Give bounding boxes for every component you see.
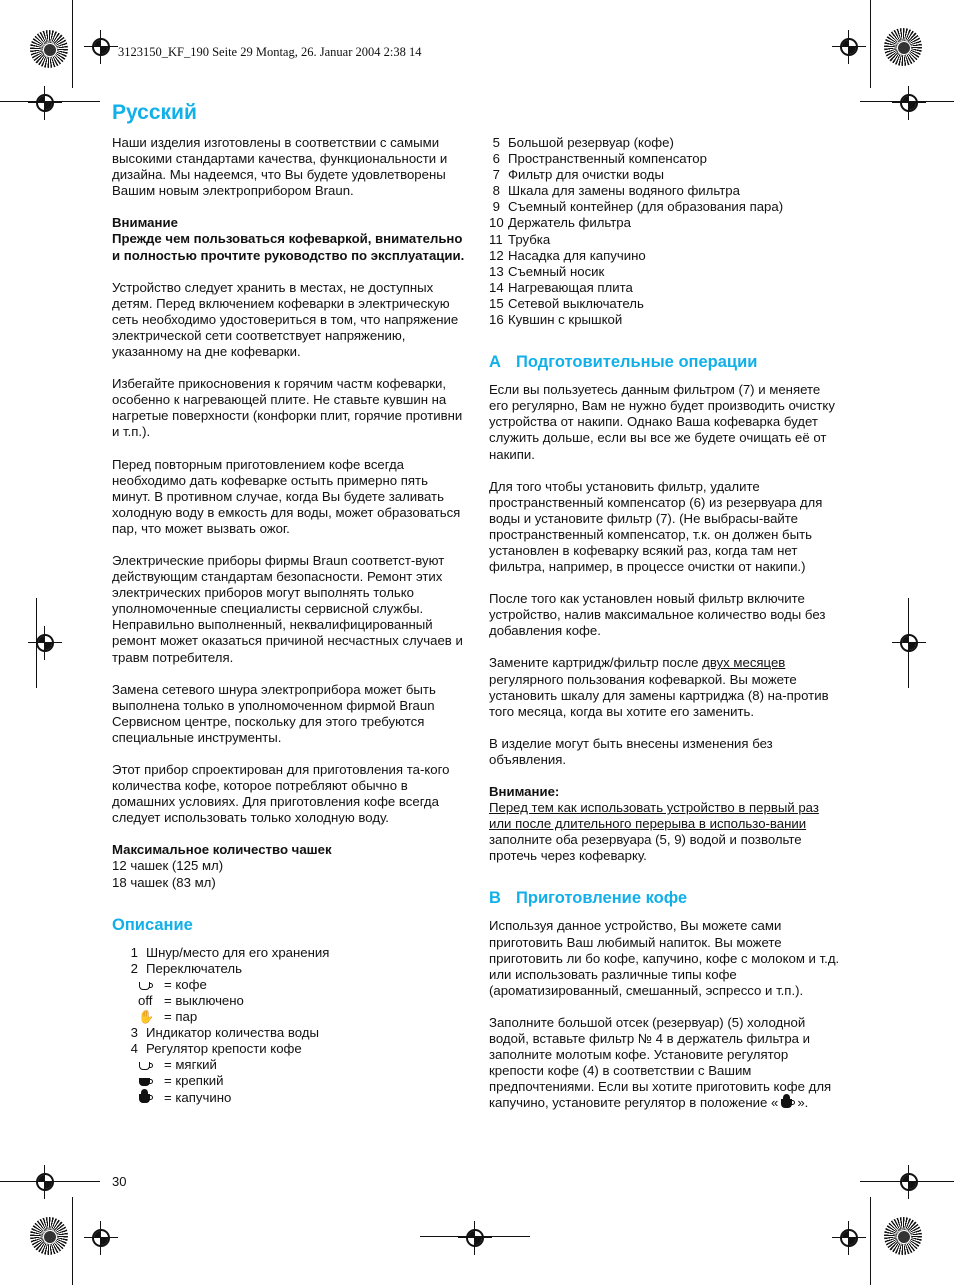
- registration-crosshair-icon: [838, 36, 860, 58]
- registration-star-icon: [884, 28, 922, 66]
- paragraph: Используя данное устройство, Вы можете сами приготовить Ваш любимый напиток. Вы можете приготовить ли бо кофе, капучино, кофе с молоком и т.д. или использовать различные типы кофе (ароматизированный, смешанный, эспрессо и т.п.).: [489, 918, 840, 998]
- list-item: 8 Шкала для замены водяного фильтра: [492, 183, 740, 199]
- paragraph: Замена сетевого шнура электроприбора может быть выполнена только в уполномоченном фирмой Braun Сервисном центре, поскольку для этого требуются специальные инструменты.: [112, 681, 436, 745]
- crop-line: [72, 1197, 73, 1285]
- registration-crosshair-icon: [898, 1171, 920, 1193]
- print-slug: 3123150_KF_190 Seite 29 Montag, 26. Januar 2004 2:38 14: [118, 45, 422, 59]
- cappuccino-icon: [781, 1099, 792, 1108]
- registration-crosshair-icon: [90, 1227, 112, 1249]
- sub-item: = кофе: [112, 977, 468, 993]
- list-item: 5 Большой резервуар (кофе): [492, 135, 674, 150]
- registration-crosshair-icon: [90, 36, 112, 58]
- page-number: 30: [112, 1174, 127, 1189]
- paragraph: Для того чтобы установить фильтр, удалите пространственный компенсатор (6) из резервуара для воды и установите фильтр (7). (Не выбрасы-вайте пространственный компенсатор, т.к. он должен быть установлен в кофеварку всякий раз, когда там нет фильтра, например, в процессе очистки от накипи.): [489, 478, 823, 575]
- registration-crosshair-icon: [34, 1171, 56, 1193]
- cappuccino-icon: [139, 1094, 150, 1103]
- steam-icon: ✋: [138, 1009, 155, 1025]
- list-item: 16 Кувшин с крышкой: [489, 312, 623, 328]
- sub-item: ✋ = пар: [138, 1009, 198, 1025]
- registration-star-icon: [30, 1217, 68, 1255]
- crop-line: [72, 0, 73, 88]
- sub-item: = крепкий: [112, 1073, 468, 1089]
- registration-crosshair-icon: [34, 632, 56, 654]
- paragraph: Если вы пользуетесь данным фильтром (7) и меняете его регулярно, Вам не нужно будет производить очистку устройства от накипи. Однако Ваша кофеварка будет служить дольше, если вы все же будете очищать её от накипи.: [489, 382, 835, 462]
- paragraph: В изделие могут быть внесены изменения без объявления.: [489, 735, 773, 767]
- cup-icon: [139, 982, 150, 990]
- crop-line: [870, 1197, 871, 1285]
- cup-icon: [139, 1062, 150, 1070]
- cup-filled-icon: [139, 1078, 150, 1086]
- registration-crosshair-icon: [838, 1227, 860, 1249]
- list-item: 2 Переключатель: [130, 960, 242, 976]
- registration-crosshair-icon: [898, 92, 920, 114]
- warning-text: Прежде чем пользоваться кофеваркой, внимательно и полностью прочтите руководство по эксплуатации.: [112, 231, 465, 263]
- list-item: 9 Съемный контейнер (для образования пара): [492, 199, 784, 215]
- paragraph: Этот прибор спроектирован для приготовления та-кого количества кофе, которое потребляют обычно в домашних условиях. Для приготовления кофе всегда следует использовать только холодную воду.: [112, 762, 450, 826]
- right-column: [489, 135, 841, 1112]
- description-list: [112, 945, 468, 1106]
- list-item: 10 Держатель фильтра: [489, 215, 631, 231]
- list-item: 6 Пространственный компенсатор: [492, 151, 707, 167]
- list-item: 11 Трубка: [489, 231, 551, 247]
- cups-line: 18 чашек (83 мл): [112, 874, 216, 890]
- section-title-brewing: B Приготовление кофе: [489, 889, 688, 908]
- cups-title: Максимальное количество чашек: [112, 842, 332, 858]
- left-column: [112, 100, 468, 1106]
- registration-crosshair-icon: [34, 92, 56, 114]
- section-title-preparation: A Подготовительные операции: [489, 353, 758, 372]
- list-item: 1 Шнур/место для его хранения: [130, 944, 330, 960]
- paragraph: Перед повторным приготовлением кофе всегда необходимо дать кофеварке остыть примерно пять минут. В противном случае, когда Вы будете заливать холодную воду в емкость для воды, может образоваться пар, что может вызвать ожог.: [112, 456, 461, 536]
- warning-title: Внимание:: [489, 784, 560, 799]
- list-item: 14 Нагревающая плита: [489, 279, 633, 295]
- paragraph: Электрические приборы фирмы Braun соответст-вуют действующим стандартам безопасности. Ремонт этих электрических приборов могут выполнять только уполномоченные специалисты сервисной службы. Неправильно выполненный, неквалифицированный ремонт может оказаться причиной несчастных случаев и травм потребителя.: [112, 552, 463, 665]
- sub-item: off = выключено: [138, 992, 244, 1008]
- paragraph: После того как установлен новый фильтр включите устройство, налив максимальное количество воды без добавления кофе.: [489, 591, 826, 639]
- paragraph: Заполните большой отсек (резервуар) (5) холодной водой, вставьте фильтр № 4 в держатель фильтра и заполните молотым кофе. Установите регулятор крепости кофе (4) в соответствии с Вашим предпочтениями. Если вы хотите приготовить кофе для капучино, установите регулятор в положение « ».: [489, 1014, 832, 1111]
- registration-star-icon: [884, 1217, 922, 1255]
- list-item: 15 Сетевой выключатель: [489, 295, 644, 311]
- warning-title: Внимание: [112, 215, 178, 231]
- section-title-description: Описание: [112, 915, 193, 934]
- list-item: 13 Съемный носик: [489, 263, 605, 279]
- cups-line: 12 чашек (125 мл): [112, 858, 224, 874]
- paragraph: Замените картридж/фильтр после двух месяцев регулярного пользования кофеваркой. Вы можете установить шкалу для замены картриджа (8) на-против того месяца, когда вы хотите его заменить.: [489, 655, 829, 719]
- sub-item: = капучино: [112, 1090, 468, 1106]
- list-item: 12 Насадка для капучино: [489, 247, 646, 263]
- registration-crosshair-icon: [464, 1227, 486, 1249]
- paragraph: Избегайте прикосновения к горячим частм кофеварки, особенно к нагревающей плите. Не ставьте кувшин на нагретые поверхности (конфорки плит, горячие противни и т.п.).: [112, 376, 463, 440]
- paragraph: Перед тем как использовать устройство в первый раз или после длительного перерыва в использо-вании заполните оба резервуара (5, 9) водой и позвольте протечь через кофеварку.: [489, 800, 819, 864]
- parts-list: [489, 135, 841, 328]
- registration-star-icon: [30, 30, 68, 68]
- list-item: 4 Регулятор крепости кофе: [130, 1041, 302, 1057]
- sub-item: = мягкий: [112, 1057, 468, 1073]
- registration-crosshair-icon: [898, 632, 920, 654]
- list-item: 7 Фильтр для очистки воды: [492, 167, 664, 183]
- crop-line: [870, 0, 871, 88]
- page-title: Русский: [112, 101, 197, 124]
- list-item: 3 Индикатор количества воды: [130, 1025, 319, 1041]
- paragraph: Устройство следует хранить в местах, не доступных детям. Перед включением кофеварки в электрическую сеть необходимо удостовериться в том, что напряжение электрической сети соответствует напряжению, указанному на дне кофеварки.: [112, 279, 459, 360]
- intro-paragraph: Наши изделия изготовлены в соответствии с самыми высокими стандартами качества, функциональности и дизайна. Мы надеемся, что Вы будете удовлетворены Вашим новым электроприбором Braun.: [112, 135, 448, 199]
